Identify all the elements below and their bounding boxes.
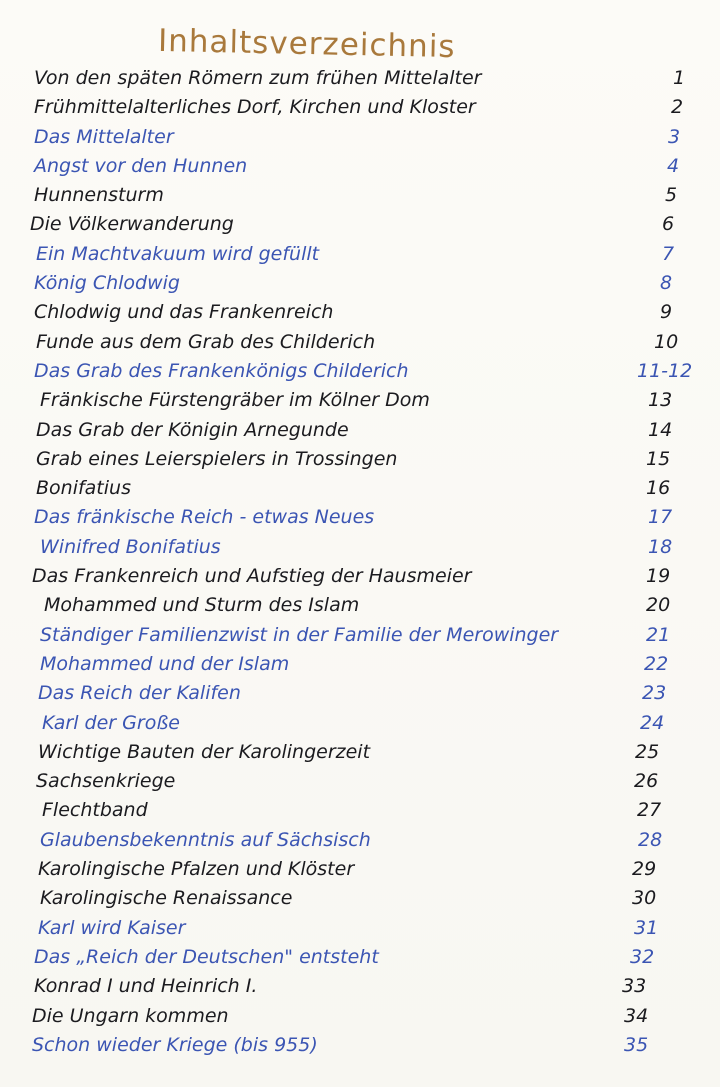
toc-entry-page-number: 26	[634, 770, 659, 793]
toc-entry-title: Mohammed und der Islam	[40, 652, 290, 675]
toc-entry	[0, 884, 720, 913]
toc-entry	[0, 972, 720, 1001]
toc-entry	[0, 767, 720, 796]
toc-entry	[0, 298, 720, 327]
toc-entry-page-number: 35	[624, 1033, 649, 1056]
toc-entry-title: Ein Machtvakuum wird gefüllt	[36, 242, 320, 265]
toc-entry-title: Ständiger Familienzwist in der Familie der Merowinger	[40, 623, 559, 646]
toc-entry-title: Das Frankenreich und Aufstieg der Hausmeier	[32, 565, 472, 588]
toc-entry	[0, 386, 720, 415]
toc-entry-title: Das fränkische Reich - etwas Neues	[34, 506, 375, 529]
toc-entry	[0, 650, 720, 679]
toc-entry-page-number: 33	[622, 975, 647, 998]
toc-entry	[0, 679, 720, 708]
toc-entry-page-number: 10	[654, 330, 679, 353]
toc-entry	[0, 1031, 720, 1060]
toc-entry	[0, 503, 720, 532]
toc-entry-page-number: 4	[667, 154, 680, 177]
toc-entry-title: Mohammed und Sturm des Islam	[44, 594, 360, 617]
toc-entry-page-number: 6	[662, 213, 675, 236]
toc-list	[0, 64, 720, 1060]
toc-entry-title: Funde aus dem Grab des Childerich	[36, 330, 376, 353]
toc-entry	[0, 93, 720, 122]
toc-entry	[0, 826, 720, 855]
toc-entry-title: Schon wieder Kriege (bis 955)	[32, 1033, 318, 1056]
toc-entry-page-number: 8	[660, 272, 673, 295]
toc-entry	[0, 796, 720, 825]
toc-entry-page-number: 34	[624, 1004, 649, 1027]
toc-entry-page-number: 18	[648, 535, 673, 558]
toc-entry-page-number: 2	[671, 96, 684, 119]
toc-entry-title: Karolingische Pfalzen und Klöster	[38, 858, 355, 881]
toc-entry-page-number: 17	[648, 506, 673, 529]
toc-entry	[0, 357, 720, 386]
toc-entry-page-number: 29	[632, 858, 657, 881]
toc-entry-page-number: 28	[638, 828, 663, 851]
toc-entry-title: Angst vor den Hunnen	[34, 154, 248, 177]
toc-entry-title: Karolingische Renaissance	[40, 887, 293, 910]
toc-entry-page-number: 9	[660, 301, 673, 324]
toc-entry-page-number: 11-12	[637, 359, 693, 382]
toc-entry	[0, 855, 720, 884]
toc-entry	[0, 181, 720, 210]
toc-entry-title: König Chlodwig	[34, 272, 180, 295]
toc-entry	[0, 562, 720, 591]
toc-entry-page-number: 21	[646, 623, 671, 646]
toc-entry-title: Frühmittelalterliches Dorf, Kirchen und Kloster	[34, 96, 476, 119]
toc-entry	[0, 445, 720, 474]
toc-entry-title: Sachsenkriege	[36, 770, 176, 793]
toc-entry	[0, 474, 720, 503]
toc-entry-page-number: 1	[673, 67, 686, 89]
toc-entry	[0, 591, 720, 620]
toc-entry	[0, 621, 720, 650]
toc-entry-page-number: 14	[648, 418, 673, 441]
toc-entry-page-number: 32	[630, 945, 655, 968]
toc-entry-title: Karl wird Kaiser	[38, 916, 186, 939]
toc-entry-title: Fränkische Fürstengräber im Kölner Dom	[40, 389, 430, 412]
toc-entry	[0, 64, 720, 93]
toc-entry	[0, 1002, 720, 1031]
toc-entry-page-number: 3	[668, 125, 681, 148]
toc-entry	[0, 709, 720, 738]
toc-title: Inhaltsverzeichnis	[157, 22, 456, 66]
toc-entry-title: Das Grab der Königin Arnegunde	[36, 418, 349, 441]
toc-entry-title: Flechtband	[42, 799, 148, 822]
toc-entry	[0, 210, 720, 239]
toc-entry-page-number: 20	[646, 594, 671, 617]
toc-entry	[0, 328, 720, 357]
toc-entry-title: Bonifatius	[36, 477, 131, 500]
toc-entry-page-number: 16	[646, 477, 671, 500]
toc-entry-title: Karl der Große	[42, 711, 180, 734]
toc-entry-page-number: 19	[646, 565, 671, 588]
toc-entry-title: Die Völkerwanderung	[30, 213, 234, 236]
toc-entry	[0, 533, 720, 562]
toc-entry-title: Hunnensturm	[34, 184, 164, 207]
toc-entry	[0, 240, 720, 269]
toc-entry-title: Grab eines Leierspielers in Trossingen	[36, 447, 398, 470]
toc-entry-page-number: 13	[648, 389, 673, 412]
toc-entry	[0, 123, 720, 152]
toc-entry-title: Das Grab des Frankenkönigs Childerich	[34, 359, 409, 382]
toc-entry-title: Chlodwig und das Frankenreich	[34, 301, 334, 324]
toc-entry-page-number: 30	[632, 887, 657, 910]
toc-entry	[0, 416, 720, 445]
toc-entry-title: Die Ungarn kommen	[32, 1004, 229, 1027]
toc-entry-title: Wichtige Bauten der Karolingerzeit	[38, 740, 371, 763]
toc-entry-page-number: 31	[634, 916, 659, 939]
toc-entry	[0, 914, 720, 943]
toc-entry-page-number: 27	[637, 799, 662, 822]
toc-entry-page-number: 23	[642, 682, 667, 705]
toc-entry-title: Konrad I und Heinrich I.	[34, 975, 258, 998]
toc-entry-title: Das Reich der Kalifen	[38, 682, 241, 705]
toc-entry-page-number: 7	[662, 242, 675, 265]
toc-entry-title: Glaubensbekenntnis auf Sächsisch	[40, 828, 371, 851]
toc-entry	[0, 152, 720, 181]
toc-entry-page-number: 22	[644, 652, 669, 675]
toc-entry-title: Das „Reich der Deutschen" entsteht	[34, 945, 379, 968]
toc-entry-title: Von den späten Römern zum frühen Mittelalter	[34, 67, 482, 89]
toc-entry-title: Winifred Bonifatius	[40, 535, 221, 558]
toc-entry-page-number: 25	[635, 740, 660, 763]
toc-entry-page-number: 5	[665, 184, 678, 207]
toc-entry-title: Das Mittelalter	[34, 125, 174, 148]
toc-entry-page-number: 15	[646, 447, 671, 470]
toc-entry	[0, 943, 720, 972]
toc-entry	[0, 269, 720, 298]
toc-entry-page-number: 24	[640, 711, 665, 734]
toc-entry	[0, 738, 720, 767]
